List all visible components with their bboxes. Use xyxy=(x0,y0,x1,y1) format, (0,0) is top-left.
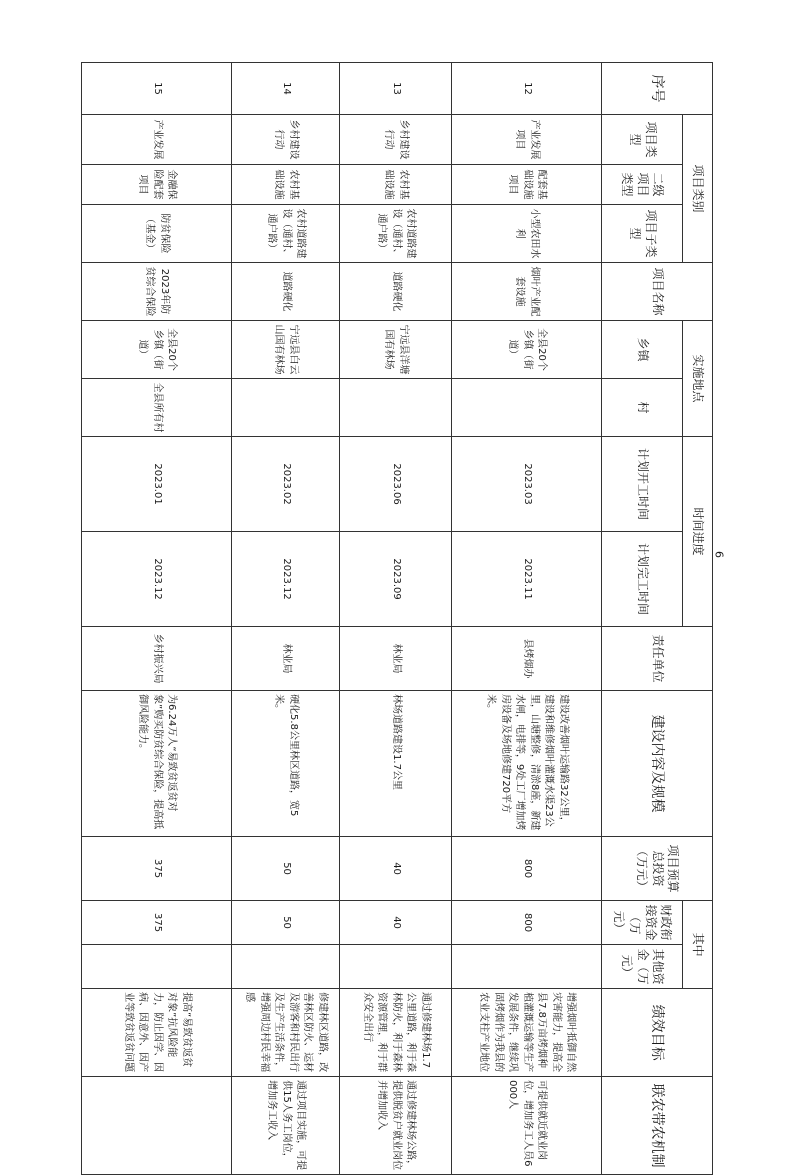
header-village: 村 xyxy=(602,379,683,437)
cell-village xyxy=(232,379,340,437)
cell-budget-total: 800 xyxy=(452,837,602,901)
cell-budget-total: 40 xyxy=(340,837,452,901)
cell-project-type: 产业发展 xyxy=(82,115,232,165)
header-other: 其他资金（万元） xyxy=(602,945,683,989)
cell-project-type: 产业发展项目 xyxy=(452,115,602,165)
cell-secondary-type: 农村基础设施 xyxy=(232,165,340,205)
table-row xyxy=(82,63,232,1175)
cell-mechanism: 可提供就近就业岗位，增加务工人员6000人 xyxy=(452,1077,602,1175)
cell-finish: 2023.12 xyxy=(82,532,232,627)
header-mechanism: 联农带农机制 xyxy=(602,1077,713,1175)
header-project-name: 项目名称 xyxy=(602,263,713,321)
page-number: 6 xyxy=(712,551,726,558)
cell-village: 全县所有村 xyxy=(82,379,232,437)
cell-goal: 修建林区道路，改善林区防火、运材及游客和村民出行及生产生活条件，增强周边村民幸福感 xyxy=(232,989,340,1077)
cell-sub-type: 防贫保险（基金） xyxy=(82,205,232,263)
cell-fiscal: 800 xyxy=(452,901,602,945)
cell-project-type: 乡村建设行动 xyxy=(232,115,340,165)
cell-town: 全县20个乡镇（街道） xyxy=(452,321,602,379)
cell-project-name: 道路硬化 xyxy=(340,263,452,321)
cell-content: 为6.24万人“易致贫返贫对象”购买防贫综合保险，提高抵御风险能力。 xyxy=(82,691,232,837)
cell-start: 2023.02 xyxy=(232,437,340,532)
table-row xyxy=(340,63,452,1175)
header-row-1 xyxy=(683,63,713,1175)
cell-content: 硬化5.8公里林区道路，宽5米。 xyxy=(232,691,340,837)
cell-secondary-type: 金融保险配套项目 xyxy=(82,165,232,205)
cell-responsible: 县烤烟办 xyxy=(452,627,602,691)
cell-budget-total: 50 xyxy=(232,837,340,901)
header-location: 实施地点 xyxy=(683,321,713,437)
cell-goal: 提高“易致贫返贫对象”抗风险能力，防止因学、因病、因意外、因产业等致贫返贫问题 xyxy=(82,989,232,1077)
cell-secondary-type: 农村基础设施 xyxy=(340,165,452,205)
cell-start: 2023.03 xyxy=(452,437,602,532)
header-responsible: 责任单位 xyxy=(602,627,713,691)
header-fiscal: 财政衔接资金（万元） xyxy=(602,901,683,945)
cell-finish: 2023.11 xyxy=(452,532,602,627)
header-secondary-type: 二级项目类型 xyxy=(602,165,683,205)
cell-fiscal: 375 xyxy=(82,901,232,945)
cell-goal: 通过修建林场1.7公里道路，利于森林防火，利于森林资源管理，利于群众安全出行 xyxy=(340,989,452,1077)
table-row xyxy=(232,63,340,1175)
cell-town: 宁远县洋塘国有林场 xyxy=(340,321,452,379)
cell-other xyxy=(232,945,340,989)
cell-fiscal: 40 xyxy=(340,901,452,945)
cell-project-name: 道路硬化 xyxy=(232,263,340,321)
table-row xyxy=(452,63,602,1175)
cell-mechanism xyxy=(82,1077,232,1175)
cell-responsible: 乡村振兴局 xyxy=(82,627,232,691)
cell-responsible: 林业局 xyxy=(340,627,452,691)
cell-index: 12 xyxy=(452,63,602,115)
cell-other xyxy=(340,945,452,989)
cell-other xyxy=(82,945,232,989)
cell-village xyxy=(452,379,602,437)
header-finish: 计划完工时间 xyxy=(602,532,683,627)
cell-content: 建设改善烟叶运输路32公里，建设和维修烟叶灌溉水渠23公里，山塘整修，清淤8座，新建水闸，电排等，9处工厂增加烤房设备及场地修建720平方米。 xyxy=(452,691,602,837)
cell-other xyxy=(452,945,602,989)
cell-index: 14 xyxy=(232,63,340,115)
header-budget-total: 项目预算总投资（万元） xyxy=(602,837,713,901)
cell-mechanism: 通过修建林场公路，提供脱贫户就业岗位并增加收入 xyxy=(340,1077,452,1175)
cell-project-name: 2023年防贫综合保险 xyxy=(82,263,232,321)
cell-secondary-type: 配套基础设施项目 xyxy=(452,165,602,205)
cell-sub-type: 农村道路建设（通村、通户路） xyxy=(232,205,340,263)
table-rotator xyxy=(82,62,713,1171)
cell-village xyxy=(340,379,452,437)
cell-finish: 2023.09 xyxy=(340,532,452,627)
header-index: 序号 xyxy=(602,63,713,115)
header-schedule: 时间进度 xyxy=(683,437,713,627)
cell-sub-type: 农村道路建设（通村、通户路） xyxy=(340,205,452,263)
cell-town: 宁远县白云山国有林场 xyxy=(232,321,340,379)
cell-project-type: 乡村建设行动 xyxy=(340,115,452,165)
cell-budget-total: 375 xyxy=(82,837,232,901)
cell-mechanism: 通过项目实施，可提供15人务工岗位，增加务工收入 xyxy=(232,1077,340,1175)
header-start: 计划开工时间 xyxy=(602,437,683,532)
cell-start: 2023.01 xyxy=(82,437,232,532)
header-content: 建设内容及规模 xyxy=(602,691,713,837)
cell-town: 全县20个乡镇（街道） xyxy=(82,321,232,379)
cell-index: 15 xyxy=(82,63,232,115)
cell-sub-type: 小型农田水利 xyxy=(452,205,602,263)
header-project-type: 项目类型 xyxy=(602,115,683,165)
cell-fiscal: 50 xyxy=(232,901,340,945)
cell-goal: 增强烟叶抵御自然灾害能力，提高全县7.8万亩烤烟种植灌溉运输等生产发展条件，继续巩固烤烟作为我县的农业支柱产业地位 xyxy=(452,989,602,1077)
cell-start: 2023.06 xyxy=(340,437,452,532)
header-sub-type: 项目子类型 xyxy=(602,205,683,263)
header-project-category: 项目类别 xyxy=(683,115,713,263)
cell-responsible: 林业局 xyxy=(232,627,340,691)
cell-finish: 2023.12 xyxy=(232,532,340,627)
project-table xyxy=(81,62,713,1175)
cell-index: 13 xyxy=(340,63,452,115)
header-town: 乡镇 xyxy=(602,321,683,379)
cell-content: 林场道路建设1.7公里 xyxy=(340,691,452,837)
header-goal: 绩效目标 xyxy=(602,989,713,1077)
cell-project-name: 烟叶产业配套设施 xyxy=(452,263,602,321)
header-of-which: 其中 xyxy=(683,901,713,989)
